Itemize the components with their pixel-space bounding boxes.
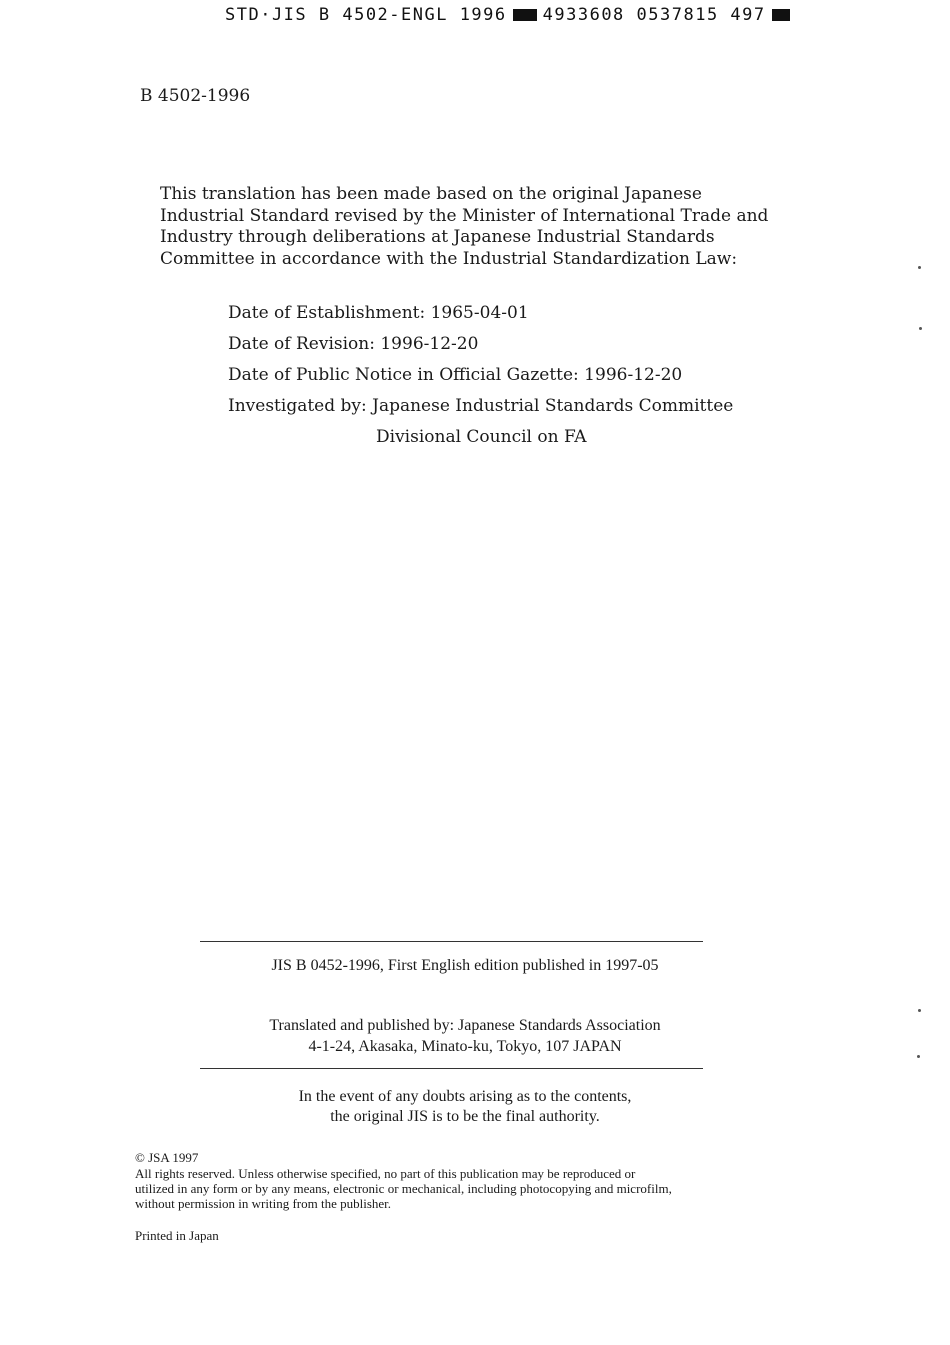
intro-paragraph: This translation has been made based on the original Japanese Industrial Standard revised by the Minister of International Trade and Industry through deliberations at Japanese Industrial Standards Committee in accordance with the Industrial Standardization Law:	[160, 184, 769, 269]
doubts-line-2: the original JIS is to be the final authority.	[330, 1108, 600, 1125]
scan-speck	[918, 1009, 921, 1012]
scan-header-code2: 0537815 497	[636, 5, 766, 25]
black-bar-end-mark	[772, 9, 790, 21]
bottom-divider	[200, 1068, 703, 1069]
document-code: B 4502-1996	[140, 86, 251, 106]
scan-header-prefix: STD·JIS B 4502-ENGL 1996	[225, 5, 507, 25]
scan-header-code1: 4933608	[542, 5, 625, 25]
scan-speck	[918, 266, 921, 269]
top-divider	[200, 941, 703, 942]
scan-header-line	[225, 5, 790, 25]
date-public-notice: Date of Public Notice in Official Gazette: 1996-12-20	[228, 365, 683, 385]
doubts-line-1: In the event of any doubts arising as to the contents,	[298, 1088, 632, 1105]
black-bar-mark	[513, 9, 537, 21]
copyright-mark: © JSA 1997	[135, 1150, 199, 1165]
date-revision: Date of Revision: 1996-12-20	[228, 334, 479, 354]
rights-line-3: without permission in writing from the publisher.	[135, 1196, 392, 1211]
scan-speck	[919, 327, 922, 330]
scan-speck	[917, 1055, 920, 1058]
rights-line-2: utilized in any form or by any means, electronic or mechanical, including photocopying and microfilm,	[135, 1181, 672, 1196]
printed-in: Printed in Japan	[135, 1228, 219, 1243]
dates-block	[228, 298, 733, 453]
investigated-by: Investigated by: Japanese Industrial Standards Committee	[228, 396, 734, 416]
translated-by: Translated and published by: Japanese Standards Association	[269, 1017, 661, 1034]
divisional-council: Divisional Council on FA	[376, 427, 587, 447]
date-establishment: Date of Establishment: 1965-04-01	[228, 303, 529, 323]
publisher-address: 4-1-24, Akasaka, Minato-ku, Tokyo, 107 JAPAN	[308, 1038, 622, 1055]
rights-line-1: All rights reserved. Unless otherwise specified, no part of this publication may be reproduced or	[135, 1166, 636, 1181]
edition-line: JIS B 0452-1996, First English edition published in 1997-05	[271, 957, 659, 974]
